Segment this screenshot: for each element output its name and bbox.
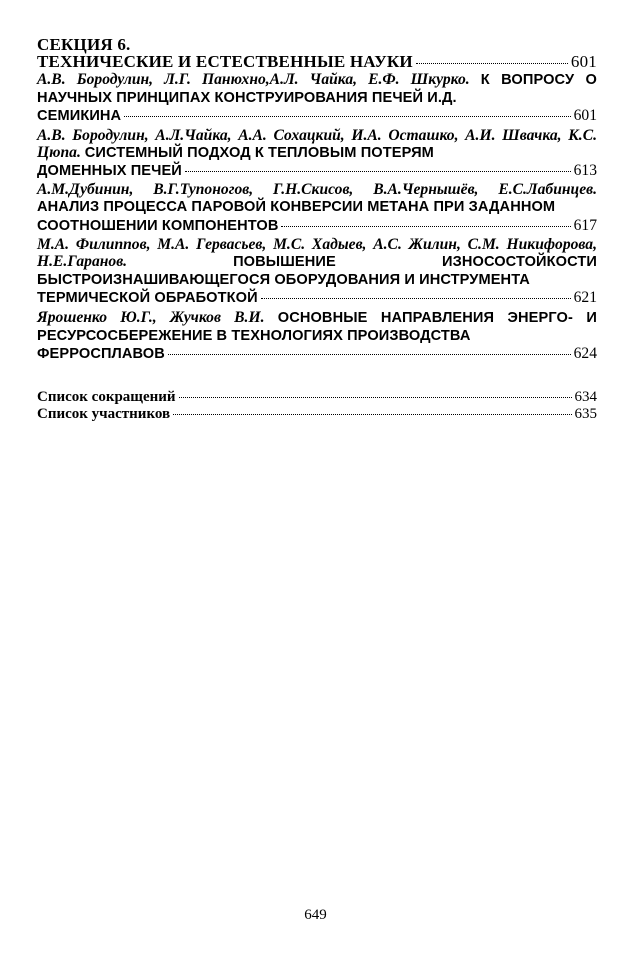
entry-last-line <box>37 217 597 235</box>
entry-last-line <box>37 107 597 125</box>
toc-entry <box>37 127 597 181</box>
toc-entry <box>37 71 597 126</box>
toc-entry <box>37 309 597 364</box>
spacer <box>37 363 597 389</box>
entry-last-line <box>37 345 597 363</box>
leader-dots <box>281 226 570 227</box>
entry-last-line <box>37 162 597 180</box>
toc-entry <box>37 181 597 235</box>
section-page: 601 <box>570 52 597 71</box>
leader-dots <box>124 116 570 117</box>
entry-page: 613 <box>573 162 597 180</box>
entry-authors: М.А. Филиппов, М.А. Гервасьев, М.С. Хадыев, А.С. Жилин, С.М. Никифорова, Н.Е.Гаранов. <box>37 235 597 271</box>
entry-title: К ВОПРОСУ О НАУЧНЫХ ПРИНЦИПАХ КОНСТРУИРОВАНИЯ ПЕЧЕЙ И.Д. <box>37 72 597 107</box>
entry-title: СИСТЕМНЫЙ ПОДХОД К ТЕПЛОВЫМ ПОТЕРЯМ <box>84 144 434 161</box>
section-header <box>37 36 597 70</box>
participants-list-entry <box>37 406 597 423</box>
entry-page: 621 <box>573 289 597 307</box>
entry-page: 617 <box>573 216 597 234</box>
section-heading: СЕКЦИЯ 6. <box>37 35 131 54</box>
entry-authors: А.М.Дубинин, В.Г.Тупоногов, Г.Н.Скисов, В.А.Чернышёв, Е.С.Лабинцев. <box>37 181 597 199</box>
entry-authors: Ярошенко Ю.Г., Жучков В.И. <box>37 308 265 326</box>
leader-dots <box>416 63 568 64</box>
section-name-line <box>37 53 597 70</box>
page-number: 649 <box>304 907 327 923</box>
table-of-contents <box>37 36 597 423</box>
entry-title-end: СЕМИКИНА <box>37 108 122 125</box>
abbreviations-page: 634 <box>574 389 597 406</box>
entry-authors: А.В. Бородулин, А.Л.Чайка, А.А. Сохацкий, И.А. Осташко, А.И. Швачка, К.С. Цюпа. <box>37 126 597 161</box>
entry-page: 624 <box>573 345 597 363</box>
toc-entry <box>37 236 597 308</box>
abbreviations-label: Список сокращений <box>37 389 176 406</box>
entry-authors: А.В. Бородулин, Л.Г. Панюхно,А.Л. Чайка, Е.Ф. Шкурко. <box>37 71 470 88</box>
participants-label: Список участников <box>37 406 171 423</box>
leader-dots <box>173 414 571 415</box>
entry-page: 601 <box>573 107 597 125</box>
section-name: ТЕХНИЧЕСКИЕ И ЕСТЕСТВЕННЫЕ НАУКИ <box>37 52 413 71</box>
participants-page: 635 <box>574 406 597 423</box>
entry-title: АНАЛИЗ ПРОЦЕССА ПАРОВОЙ КОНВЕРСИИ МЕТАНА ПРИ ЗАДАННОМ <box>37 199 556 216</box>
entry-title-end: ТЕРМИЧЕСКОЙ ОБРАБОТКОЙ <box>37 290 258 307</box>
entry-title: ОСНОВНЫЕ НАПРАВЛЕНИЯ ЭНЕРГО- И РЕСУРСОСБЕРЕЖЕНИЕ В ТЕХНОЛОГИЯХ ПРОИЗВОДСТВА <box>37 309 598 344</box>
leader-dots <box>168 354 571 355</box>
entry-title-end: ФЕРРОСПЛАВОВ <box>37 346 165 363</box>
abbreviations-list-entry <box>37 389 597 406</box>
entry-title: ПОВЫШЕНИЕ ИЗНОСОСТОЙКОСТИ БЫСТРОИЗНАШИВАЮЩЕГОСЯ ОБОРУДОВАНИЯ И ИНСТРУМЕНТА <box>37 254 597 289</box>
leader-dots <box>185 171 571 172</box>
entry-title-end: ДОМЕННЫХ ПЕЧЕЙ <box>37 163 182 180</box>
leader-dots <box>179 397 572 398</box>
entry-title-end: СООТНОШЕНИИ КОМПОНЕНТОВ <box>37 217 279 234</box>
leader-dots <box>261 298 571 299</box>
entry-last-line <box>37 289 597 307</box>
